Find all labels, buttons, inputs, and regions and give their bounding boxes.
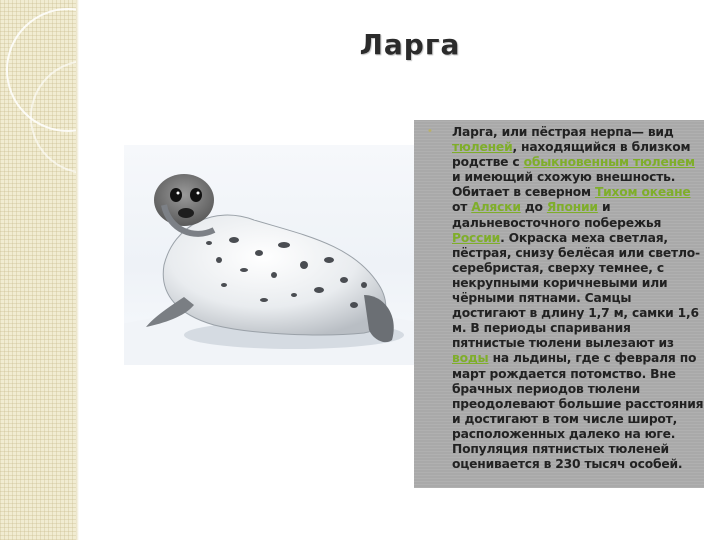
paragraph-text: до [520,200,547,215]
wiki-link[interactable]: тюленей [452,140,513,155]
wiki-link[interactable]: России [452,230,501,245]
wiki-link[interactable]: Тихом океане [594,185,691,200]
bullet-marker: • [428,125,432,137]
slide-title: Ларга [359,28,461,61]
wiki-link[interactable]: обыкновенным тюленем [523,155,695,170]
seal-photo [124,145,414,365]
paragraph-text: и имеющий схожую внешность. Обитает в северном [452,170,676,200]
decorative-side-strip [0,0,76,540]
paragraph-text: , находящийся в близком родстве с [452,140,691,170]
wiki-link[interactable]: Аляски [471,200,521,215]
paragraph-text: Ларга, или пёстрая нерпа— вид [452,125,674,139]
description-paragraph [452,125,704,472]
paragraph-text: и дальневосточного побережья [452,200,662,230]
seal-illustration [124,145,414,365]
strip-divider [76,0,79,540]
wiki-link[interactable]: Японии [546,200,598,215]
paragraph-text: на льдины, где с февраля по март рождается потомство. Вне брачных периодов тюлени преодолевают большие расстояния и достигают в том числе широт, расположенных далеко на юге. Популяция пятнистых тюленей оценивается в 230 тысяч особей. [452,351,704,472]
paragraph-text: от [452,200,472,215]
paragraph-text: . Окраска меха светлая, пёстрая, снизу белёсая или светло-серебристая, сверху темнее, с некрупными коричневыми или чёрными пятнами. Самцы достигают в длину 1,7 м, самки 1,6 м. В периоды спаривания пятнистые тюлени вылезают из [452,230,700,351]
wiki-link[interactable]: воды [452,351,489,366]
